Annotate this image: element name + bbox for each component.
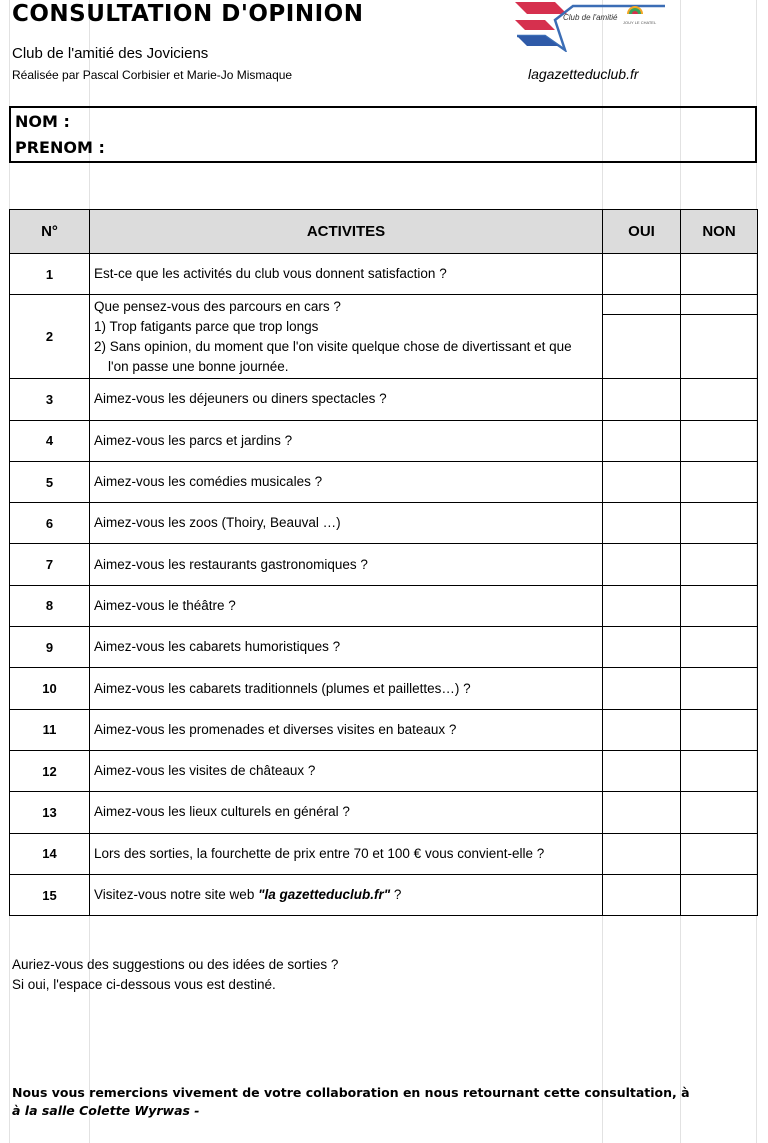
oui-cell[interactable] xyxy=(603,254,681,295)
suggestions-text xyxy=(12,955,338,995)
oui-cell[interactable] xyxy=(603,420,681,461)
non-cell[interactable] xyxy=(681,461,758,502)
non-cell[interactable] xyxy=(681,833,758,874)
table-row xyxy=(10,709,758,750)
row-question: Est-ce que les activités du club vous donnent satisfaction ? xyxy=(90,254,603,295)
row-question: Aimez-vous les comédies musicales ? xyxy=(90,461,603,502)
non-cell[interactable] xyxy=(681,874,758,915)
table-row xyxy=(10,627,758,668)
oui-cell[interactable] xyxy=(603,585,681,626)
oui-subcell[interactable] xyxy=(603,295,680,315)
table-row xyxy=(10,254,758,295)
oui-cell[interactable] xyxy=(603,503,681,544)
row-question: Aimez-vous les cabarets traditionnels (plumes et paillettes…) ? xyxy=(90,668,603,709)
table-row xyxy=(10,295,758,379)
oui-cell[interactable] xyxy=(603,792,681,833)
row-number: 4 xyxy=(10,420,90,461)
non-cell[interactable] xyxy=(681,379,758,420)
question-line: Que pensez-vous des parcours en cars ? xyxy=(94,298,341,314)
row-question: Aimez-vous les parcs et jardins ? xyxy=(90,420,603,461)
nom-label: NOM : xyxy=(15,112,70,131)
row-number: 11 xyxy=(10,709,90,750)
row-number: 5 xyxy=(10,461,90,502)
thanks-line: Nous vous remercions vivement de votre collaboration en nous retournant cette consultation, à xyxy=(12,1085,690,1100)
club-name: Club de l'amitié des Joviciens xyxy=(12,45,209,62)
non-cell[interactable] xyxy=(681,585,758,626)
table-row xyxy=(10,585,758,626)
row-number: 7 xyxy=(10,544,90,585)
table-row xyxy=(10,668,758,709)
club-logo-icon xyxy=(515,0,665,52)
table-row xyxy=(10,792,758,833)
row-number: 8 xyxy=(10,585,90,626)
logo-text: Club de l'amitié xyxy=(563,13,618,22)
suggestions-line: Auriez-vous des suggestions ou des idées de sorties ? xyxy=(12,957,339,972)
oui-cell[interactable] xyxy=(603,668,681,709)
question-line: l'on passe une bonne journée. xyxy=(108,358,289,374)
question-line: 1) Trop fatigants parce que trop longs xyxy=(94,318,319,334)
non-cell[interactable] xyxy=(681,792,758,833)
logo-subtext: JOUY LE CHATEL xyxy=(623,20,657,25)
website-bold-label: "la gazetteduclub.fr" xyxy=(258,887,391,902)
oui-cell[interactable] xyxy=(603,544,681,585)
non-cell[interactable] xyxy=(681,709,758,750)
row-question: Aimez-vous les promenades et diverses visites en bateaux ? xyxy=(90,709,603,750)
row-number: 6 xyxy=(10,503,90,544)
website-label: lagazetteduclub.fr xyxy=(528,66,639,82)
row-question: Aimez-vous le théâtre ? xyxy=(90,585,603,626)
header-non: NON xyxy=(681,210,758,254)
oui-cell[interactable] xyxy=(603,833,681,874)
table-row xyxy=(10,544,758,585)
table-row xyxy=(10,461,758,502)
row-number: 13 xyxy=(10,792,90,833)
table-row xyxy=(10,379,758,420)
row-number: 14 xyxy=(10,833,90,874)
oui-subcell[interactable] xyxy=(603,315,680,335)
row-question: Aimez-vous les restaurants gastronomiques ? xyxy=(90,544,603,585)
row-question xyxy=(90,874,603,915)
question-text: ? xyxy=(390,887,402,902)
survey-table xyxy=(9,209,758,916)
row-question: Aimez-vous les lieux culturels en général ? xyxy=(90,792,603,833)
non-cell[interactable] xyxy=(681,503,758,544)
table-row xyxy=(10,503,758,544)
non-cell[interactable] xyxy=(681,420,758,461)
row-number: 9 xyxy=(10,627,90,668)
thanks-text xyxy=(12,1084,690,1120)
prenom-label: PRENOM : xyxy=(15,138,105,157)
row-number: 3 xyxy=(10,379,90,420)
non-cell[interactable] xyxy=(681,627,758,668)
row-number: 2 xyxy=(10,295,90,379)
header-oui: OUI xyxy=(603,210,681,254)
row-question: Aimez-vous les visites de châteaux ? xyxy=(90,750,603,791)
non-subcell[interactable] xyxy=(681,315,757,335)
row-number: 12 xyxy=(10,750,90,791)
table-row xyxy=(10,750,758,791)
table-row xyxy=(10,833,758,874)
oui-cell[interactable] xyxy=(603,874,681,915)
oui-cell[interactable] xyxy=(603,750,681,791)
suggestions-line: Si oui, l'espace ci-dessous vous est destiné. xyxy=(12,977,276,992)
row-question: Aimez-vous les zoos (Thoiry, Beauval …) xyxy=(90,503,603,544)
row-question: Aimez-vous les cabarets humoristiques ? xyxy=(90,627,603,668)
non-cell[interactable] xyxy=(681,668,758,709)
page-title: CONSULTATION D'OPINION xyxy=(12,1,364,27)
authors-line: Réalisée par Pascal Corbisier et Marie-Jo Mismaque xyxy=(12,68,293,82)
non-subcell[interactable] xyxy=(681,295,757,315)
table-row xyxy=(10,420,758,461)
oui-cell[interactable] xyxy=(603,461,681,502)
oui-cell[interactable] xyxy=(603,295,681,379)
row-number: 1 xyxy=(10,254,90,295)
oui-cell[interactable] xyxy=(603,709,681,750)
header-activities: ACTIVITES xyxy=(90,210,603,254)
question-line: 2) Sans opinion, du moment que l'on visite quelque chose de divertissant et que xyxy=(94,338,572,354)
oui-cell[interactable] xyxy=(603,379,681,420)
row-question xyxy=(90,295,603,379)
question-text: Visitez-vous notre site web xyxy=(94,887,259,902)
thanks-line: à la salle Colette Wyrwas - xyxy=(12,1103,200,1118)
row-number: 10 xyxy=(10,668,90,709)
row-number: 15 xyxy=(10,874,90,915)
header-number: N° xyxy=(10,210,90,254)
row-question: Aimez-vous les déjeuners ou diners spectacles ? xyxy=(90,379,603,420)
identity-box xyxy=(9,106,757,163)
non-cell[interactable] xyxy=(681,544,758,585)
table-row xyxy=(10,874,758,915)
non-cell[interactable] xyxy=(681,750,758,791)
non-cell[interactable] xyxy=(681,254,758,295)
non-cell[interactable] xyxy=(681,295,758,379)
row-question: Lors des sorties, la fourchette de prix entre 70 et 100 € vous convient-elle ? xyxy=(90,833,603,874)
oui-cell[interactable] xyxy=(603,627,681,668)
